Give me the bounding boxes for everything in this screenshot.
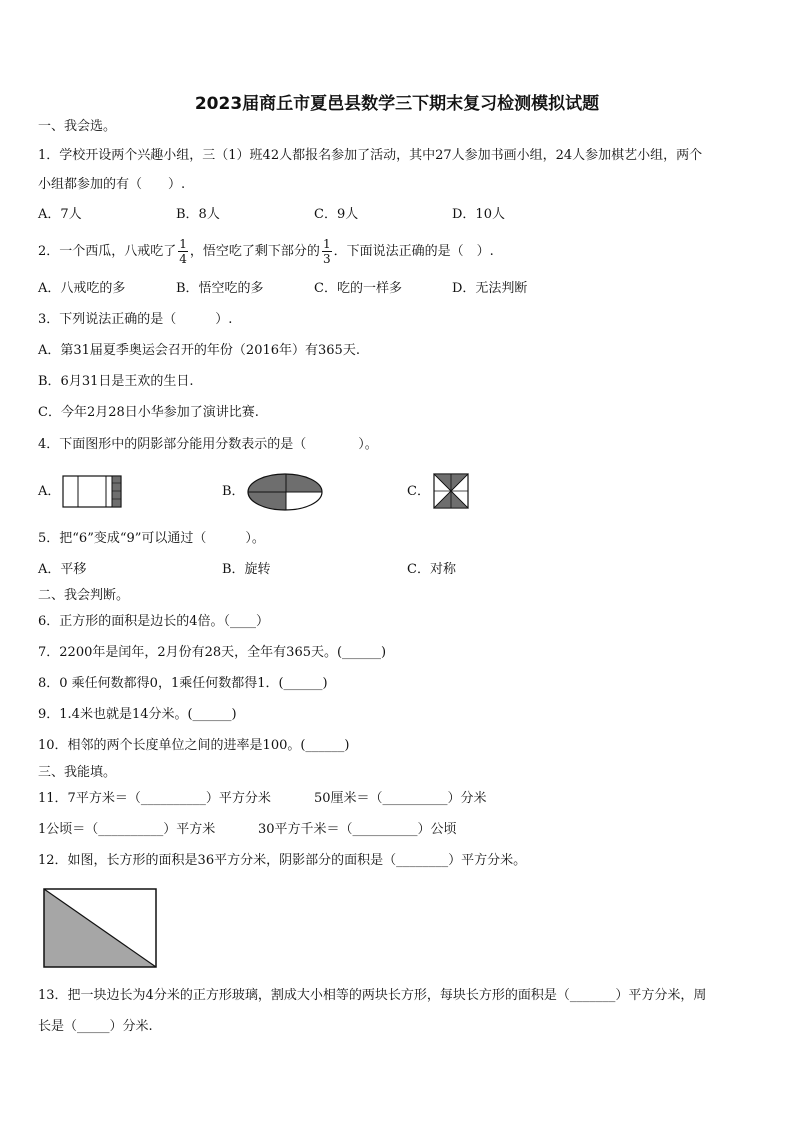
fraction-denominator: 3 xyxy=(322,252,331,266)
question-2-text-pre: 2．一个西瓜，八戒吃了 xyxy=(38,244,177,259)
question-6: 6．正方形的面积是边长的4倍。（____） xyxy=(38,614,270,629)
question-7: 7．2200年是闰年，2月份有28天，全年有365天。(______) xyxy=(38,645,387,660)
question-1-line-1: 1．学校开设两个兴趣小组，三（1）班42人都报名参加了活动，其中27人参加书画小组，24人参加棋艺小组，两个 xyxy=(38,148,703,163)
question-2-text-mid: ，悟空吃了剩下部分的 xyxy=(189,244,320,259)
question-2-option-a: A．八戒吃的多 xyxy=(38,281,126,296)
question-8: 8．0 乘任何数都得0，1乘任何数都得1．(______) xyxy=(38,676,328,691)
question-11-part-4: 30平方千米＝（__________）公顷 xyxy=(258,822,457,837)
question-13-line-2: 长是（_____）分米. xyxy=(38,1019,153,1034)
question-1-option-c: C．9人 xyxy=(314,207,359,222)
figure-rectangle-shaded-triangle xyxy=(42,887,160,971)
question-2-option-c: C．吃的一样多 xyxy=(314,281,402,296)
question-5-option-c: C．对称 xyxy=(407,562,456,577)
section-heading-judge: 二、我会判断。 xyxy=(38,588,130,603)
fraction-one-third xyxy=(322,237,332,266)
figure-square-triangles-shade xyxy=(433,473,471,511)
fraction-numerator: 1 xyxy=(179,237,187,251)
question-1-option-a: A．7人 xyxy=(38,207,82,222)
fraction-numerator: 1 xyxy=(322,237,331,251)
question-4-stem: 4．下面图形中的阴影部分能用分数表示的是（ ）。 xyxy=(38,437,378,452)
question-1-option-d: D．10人 xyxy=(452,207,505,222)
question-4-label-c: C． xyxy=(407,484,430,499)
question-11-part-1: 11．7平方米＝（__________）平方分米 xyxy=(38,791,271,806)
question-10: 10．相邻的两个长度单位之间的进率是100。(______) xyxy=(38,738,350,753)
question-9: 9．1.4米也就是14分米。(______) xyxy=(38,707,237,722)
question-1-option-b: B．8人 xyxy=(176,207,220,222)
page-title: 2023届商丘市夏邑县数学三下期末复习检测模拟试题 xyxy=(194,94,600,114)
question-13-line-1: 13．把一块边长为4分米的正方形玻璃，割成大小相等的两块长方形，每块长方形的面积是（_______）平方分米，周 xyxy=(38,988,707,1003)
question-12: 12．如图，长方形的面积是36平方分米，阴影部分的面积是（________）平方分米。 xyxy=(38,853,527,868)
question-5-stem: 5．把“6”变成“9”可以通过（ ）。 xyxy=(38,531,265,546)
question-1-line-2: 小组都参加的有（ ）. xyxy=(38,177,186,192)
section-heading-fill: 三、我能填。 xyxy=(38,765,117,780)
fraction-denominator: 4 xyxy=(179,252,187,266)
question-2-option-b: B．悟空吃的多 xyxy=(176,281,264,296)
question-2-option-d: D．无法判断 xyxy=(452,281,528,296)
question-5-option-b: B．旋转 xyxy=(222,562,271,577)
question-4-label-a: A． xyxy=(38,484,61,499)
question-5-option-a: A．平移 xyxy=(38,562,87,577)
fraction-one-quarter xyxy=(178,237,188,266)
question-11-part-3: 1公顷＝（__________）平方米 xyxy=(38,822,216,837)
question-11-part-2: 50厘米＝（__________）分米 xyxy=(314,791,487,806)
question-3-stem: 3．下列说法正确的是（ ）. xyxy=(38,312,233,327)
figure-rectangle-partial-shade xyxy=(62,475,124,509)
section-heading-choose: 一、我会选。 xyxy=(38,119,117,134)
question-2-text-post: ．下面说法正确的是（ ）. xyxy=(333,244,494,259)
question-3-option-b: B．6月31日是王欢的生日. xyxy=(38,374,194,389)
question-3-option-c: C．今年2月28日小华参加了演讲比赛. xyxy=(38,405,259,420)
question-4-label-b: B． xyxy=(222,484,245,499)
question-3-option-a: A．第31届夏季奥运会召开的年份（2016年）有365天. xyxy=(38,343,360,358)
figure-ellipse-partial-shade xyxy=(246,472,326,512)
question-2-stem xyxy=(38,236,494,268)
